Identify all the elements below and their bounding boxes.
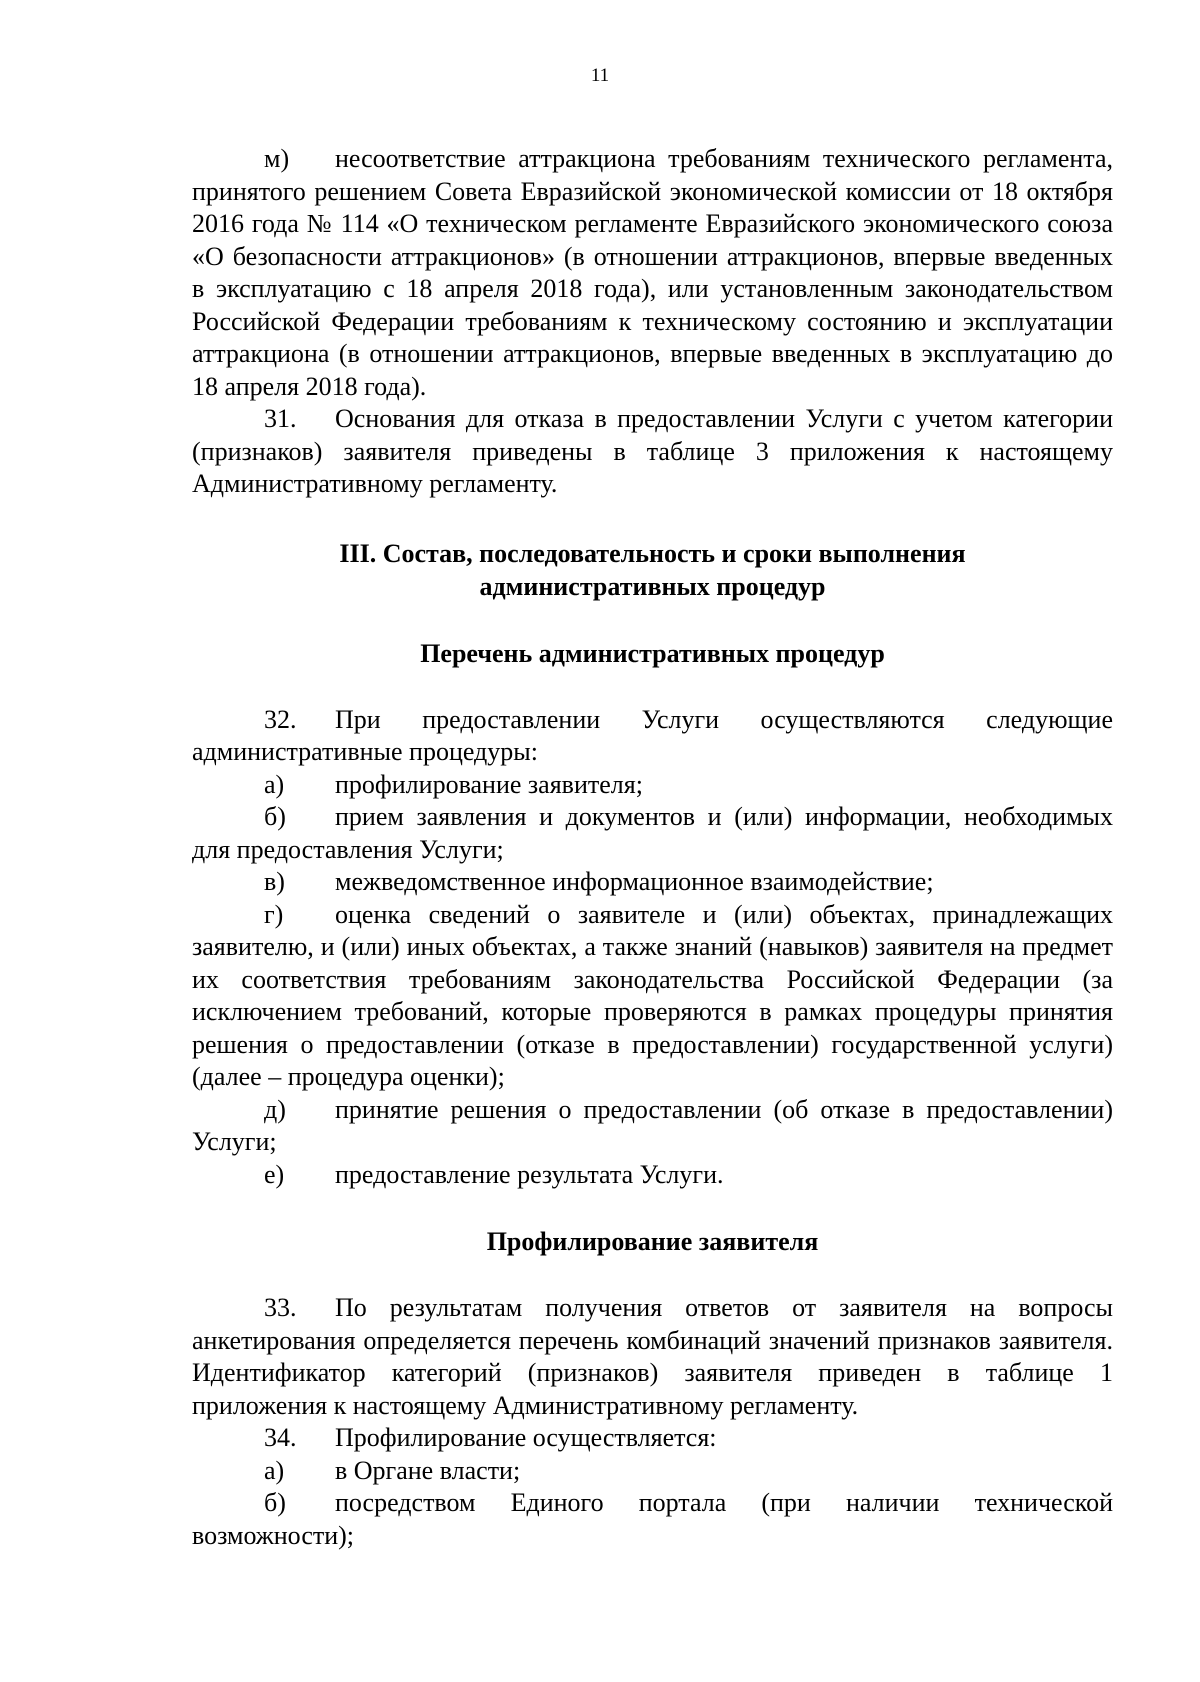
item-text: профилирование заявителя; bbox=[335, 769, 643, 799]
item-label: 34. bbox=[264, 1423, 297, 1452]
item-text: посредством Единого портала (при наличии технической возможности); bbox=[192, 1488, 1113, 1550]
list-item-d bbox=[192, 1094, 1113, 1159]
list-item-b bbox=[192, 801, 1113, 866]
paragraph-m bbox=[192, 143, 1113, 403]
section-title bbox=[192, 537, 1113, 603]
page-number: 11 bbox=[590, 65, 610, 86]
item-label: а) bbox=[264, 769, 285, 799]
item-text: При предоставлении Услуги осуществляются следующие административные процедуры: bbox=[192, 704, 1113, 766]
item-text: По результатам получения ответов от заявителя на вопросы анкетирования определяется перечень комбинаций значений признаков заявителя. Идентификатор категорий (признаков) заявителя приведен в таблице 1 приложения к настоящему Административному регламенту. bbox=[192, 1293, 1113, 1420]
page-content bbox=[192, 143, 1113, 1552]
list-item-g bbox=[192, 899, 1113, 1094]
item-text: в Органе власти; bbox=[335, 1455, 521, 1485]
item-text: Основания для отказа в предоставлении Услуги с учетом категории (признаков) заявителя приведены в таблице 3 приложения к настоящему Административному регламенту. bbox=[192, 404, 1113, 498]
item-label: 33. bbox=[264, 1293, 297, 1322]
paragraph-34 bbox=[192, 1422, 1113, 1455]
item-text: оценка сведений о заявителе и (или) объектах, принадлежащих заявителю, и (или) иных объектах, а также знаний (навыков) заявителя на предмет их соответствия требованиям законодательства Российской Федерации (за исключением требований, которые проверяются в рамках процедуры принятия решения о предоставлении (отказе в предоставлении) государственной услуги) (далее – процедура оценки); bbox=[192, 899, 1113, 1091]
item-label: м) bbox=[264, 144, 290, 173]
item-text: прием заявления и документов и (или) информации, необходимых для предоставления Услуги; bbox=[192, 802, 1113, 864]
item-label: а) bbox=[264, 1455, 285, 1485]
item-label: 32. bbox=[264, 704, 297, 734]
list-item-v bbox=[192, 866, 1113, 899]
section-title-line-1: III. Состав, последовательность и сроки выполнения bbox=[339, 538, 966, 568]
list-item-34a bbox=[192, 1455, 1113, 1488]
paragraph-31 bbox=[192, 403, 1113, 501]
subheading-applicant-profiling: Профилирование заявителя bbox=[486, 1227, 819, 1256]
section-title-line-2: административных процедур bbox=[479, 571, 826, 601]
list-item-a bbox=[192, 769, 1113, 802]
item-label: б) bbox=[264, 1488, 286, 1517]
item-label: 31. bbox=[264, 404, 297, 433]
item-label: д) bbox=[264, 1094, 286, 1124]
item-text: несоответствие аттракциона требованиям технического регламента, принятого решением Совета Евразийской экономической комиссии от 18 октября 2016 года № 114 «О техническом регламенте Евразийского экономического союза «О безопасности аттракционов» (в отношении аттракционов, впервые введенных в эксплуатацию с 18 апреля 2018 года), или установленным законодательством Российской Федерации требованиям к техническому состоянию и эксплуатации аттракциона (в отношении аттракционов, впервые введенных в эксплуатацию до 18 апреля 2018 года). bbox=[192, 144, 1113, 401]
item-text: предоставление результата Услуги. bbox=[335, 1159, 724, 1189]
item-text: Профилирование осуществляется: bbox=[335, 1423, 717, 1452]
item-label: г) bbox=[264, 899, 284, 929]
item-label: б) bbox=[264, 802, 286, 831]
item-text: принятие решения о предоставлении (об отказе в предоставлении) Услуги; bbox=[192, 1094, 1113, 1156]
item-label: в) bbox=[264, 867, 285, 896]
item-label: е) bbox=[264, 1159, 285, 1189]
subheading-procedures-list: Перечень административных процедур bbox=[420, 638, 885, 668]
list-item-34b bbox=[192, 1487, 1113, 1552]
paragraph-33 bbox=[192, 1292, 1113, 1422]
item-text: межведомственное информационное взаимодействие; bbox=[335, 867, 934, 896]
paragraph-32 bbox=[192, 704, 1113, 769]
list-item-e bbox=[192, 1159, 1113, 1192]
